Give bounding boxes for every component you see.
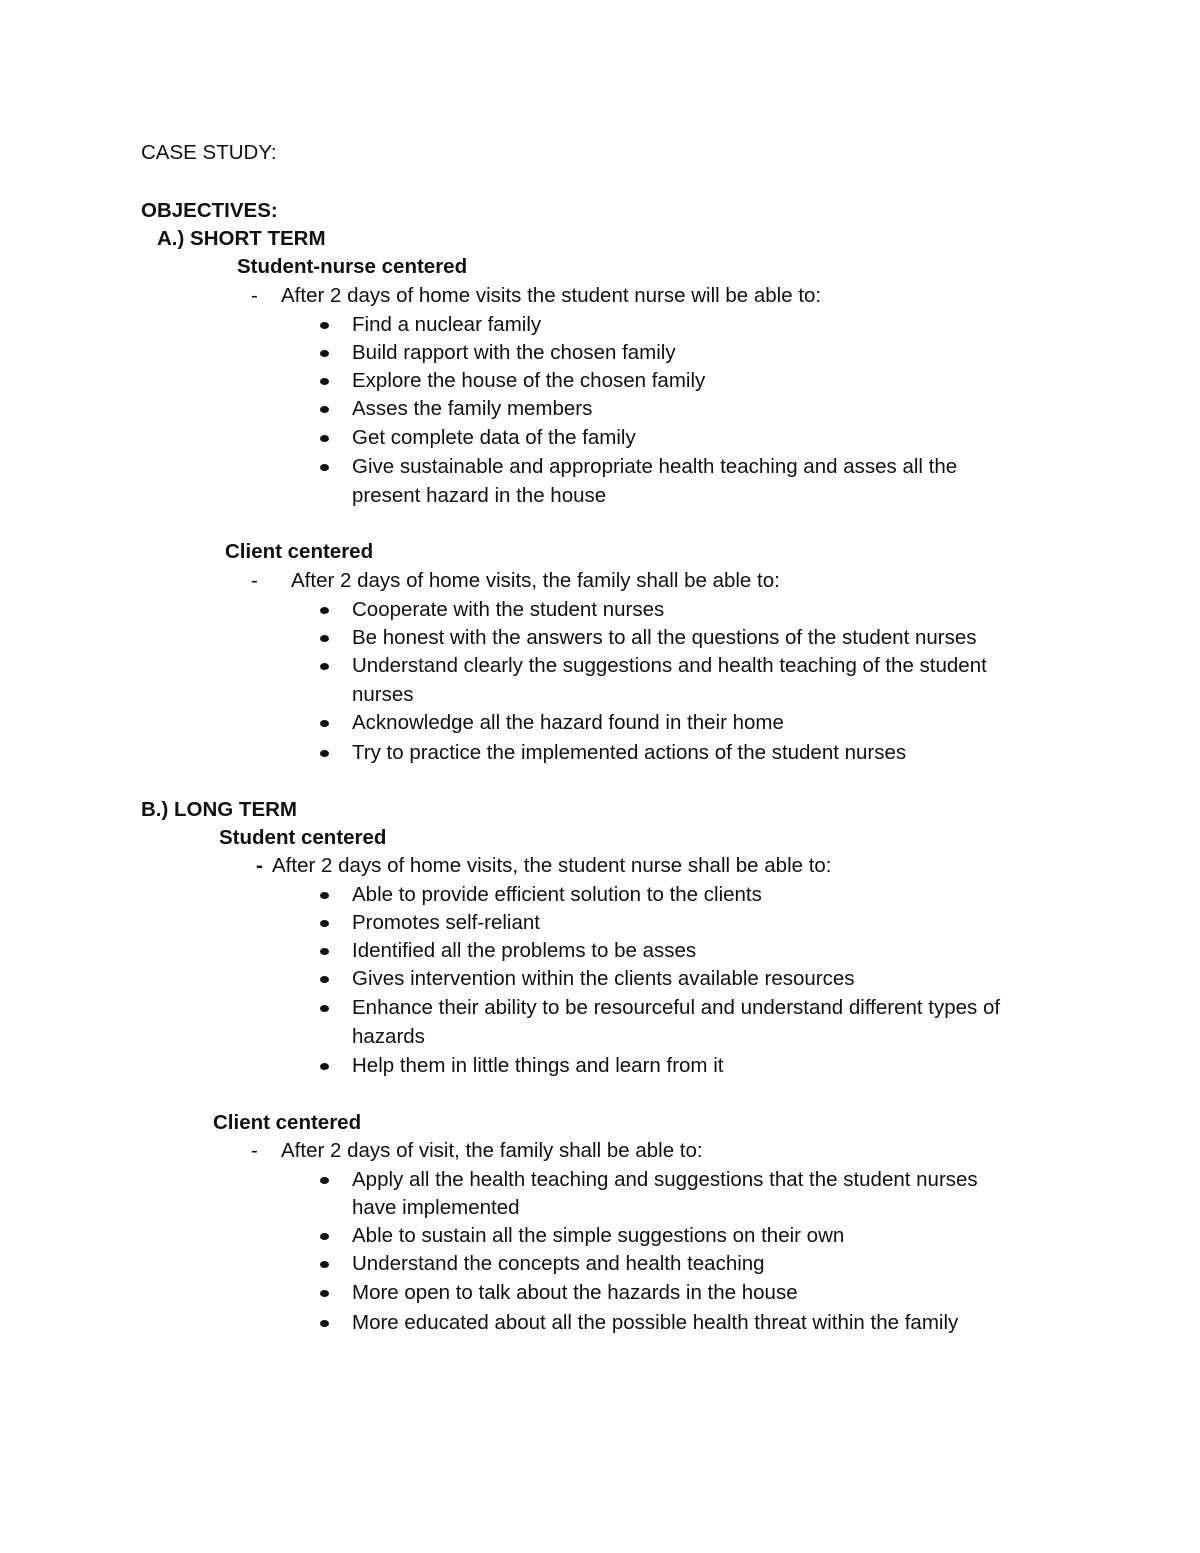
list-item: Be honest with the answers to all the questions of the student nurses bbox=[352, 626, 977, 649]
bullet-icon bbox=[320, 350, 329, 357]
bullet-icon bbox=[320, 750, 329, 757]
bullet-icon bbox=[320, 1005, 329, 1012]
bullet-icon bbox=[320, 1177, 329, 1184]
long-term-client-heading: Client centered bbox=[213, 1111, 362, 1134]
bullet-icon bbox=[320, 720, 329, 727]
bullet-icon bbox=[320, 976, 329, 983]
list-item: Try to practice the implemented actions of the student nurses bbox=[352, 741, 907, 764]
list-item: Explore the house of the chosen family bbox=[352, 369, 706, 392]
list-item: Able to provide efficient solution to the clients bbox=[352, 883, 762, 906]
bullet-icon bbox=[320, 635, 329, 642]
list-item: Understand clearly the suggestions and health teaching of the student bbox=[352, 654, 987, 677]
list-item: More educated about all the possible health threat within the family bbox=[352, 1311, 959, 1334]
list-item: Identified all the problems to be asses bbox=[352, 939, 697, 962]
bullet-icon bbox=[320, 892, 329, 899]
bullet-icon bbox=[320, 378, 329, 385]
bullet-icon bbox=[320, 435, 329, 442]
list-item: More open to talk about the hazards in the house bbox=[352, 1281, 798, 1304]
list-item: Build rapport with the chosen family bbox=[352, 341, 676, 364]
list-item: Find a nuclear family bbox=[352, 313, 542, 336]
list-item: Give sustainable and appropriate health teaching and asses all the bbox=[352, 455, 958, 478]
list-item-continuation: hazards bbox=[352, 1025, 425, 1048]
bullet-icon bbox=[320, 920, 329, 927]
bullet-icon bbox=[320, 1233, 329, 1240]
bullet-icon bbox=[320, 1290, 329, 1297]
bullet-icon bbox=[320, 406, 329, 413]
objectives-heading: OBJECTIVES: bbox=[141, 199, 278, 222]
list-item: Help them in little things and learn from it bbox=[352, 1054, 724, 1077]
dash-marker: - bbox=[251, 284, 258, 307]
short-term-student-intro: After 2 days of home visits the student nurse will be able to: bbox=[281, 284, 822, 307]
list-item: Apply all the health teaching and suggestions that the student nurses bbox=[352, 1168, 978, 1191]
bullet-icon bbox=[320, 663, 329, 670]
dash-marker: - bbox=[256, 854, 263, 877]
dash-marker: - bbox=[251, 569, 258, 592]
list-item: Get complete data of the family bbox=[352, 426, 636, 449]
short-term-student-heading: Student-nurse centered bbox=[237, 255, 468, 278]
long-term-client-intro: After 2 days of visit, the family shall be able to: bbox=[281, 1139, 703, 1162]
bullet-icon bbox=[320, 464, 329, 471]
list-item: Able to sustain all the simple suggestions on their own bbox=[352, 1224, 845, 1247]
bullet-icon bbox=[320, 322, 329, 329]
list-item: Asses the family members bbox=[352, 397, 593, 420]
case-study-title: CASE STUDY: bbox=[141, 141, 277, 164]
bullet-icon bbox=[320, 948, 329, 955]
bullet-icon bbox=[320, 1063, 329, 1070]
short-term-heading: A.) SHORT TERM bbox=[157, 227, 326, 250]
bullet-icon bbox=[320, 1261, 329, 1268]
list-item-continuation: present hazard in the house bbox=[352, 484, 607, 507]
list-item: Gives intervention within the clients available resources bbox=[352, 967, 855, 990]
list-item: Enhance their ability to be resourceful and understand different types of bbox=[352, 996, 1001, 1019]
list-item: Promotes self-reliant bbox=[352, 911, 540, 934]
dash-marker: - bbox=[251, 1139, 258, 1162]
long-term-heading: B.) LONG TERM bbox=[141, 798, 298, 821]
long-term-student-intro: After 2 days of home visits, the student nurse shall be able to: bbox=[272, 854, 832, 877]
bullet-icon bbox=[320, 1320, 329, 1327]
list-item-continuation: have implemented bbox=[352, 1196, 520, 1219]
short-term-client-heading: Client centered bbox=[225, 540, 374, 563]
list-item: Cooperate with the student nurses bbox=[352, 598, 665, 621]
list-item: Understand the concepts and health teaching bbox=[352, 1252, 765, 1275]
long-term-student-heading: Student centered bbox=[219, 826, 387, 849]
list-item-continuation: nurses bbox=[352, 683, 414, 706]
bullet-icon bbox=[320, 607, 329, 614]
short-term-client-intro: After 2 days of home visits, the family shall be able to: bbox=[291, 569, 780, 592]
list-item: Acknowledge all the hazard found in their home bbox=[352, 711, 784, 734]
